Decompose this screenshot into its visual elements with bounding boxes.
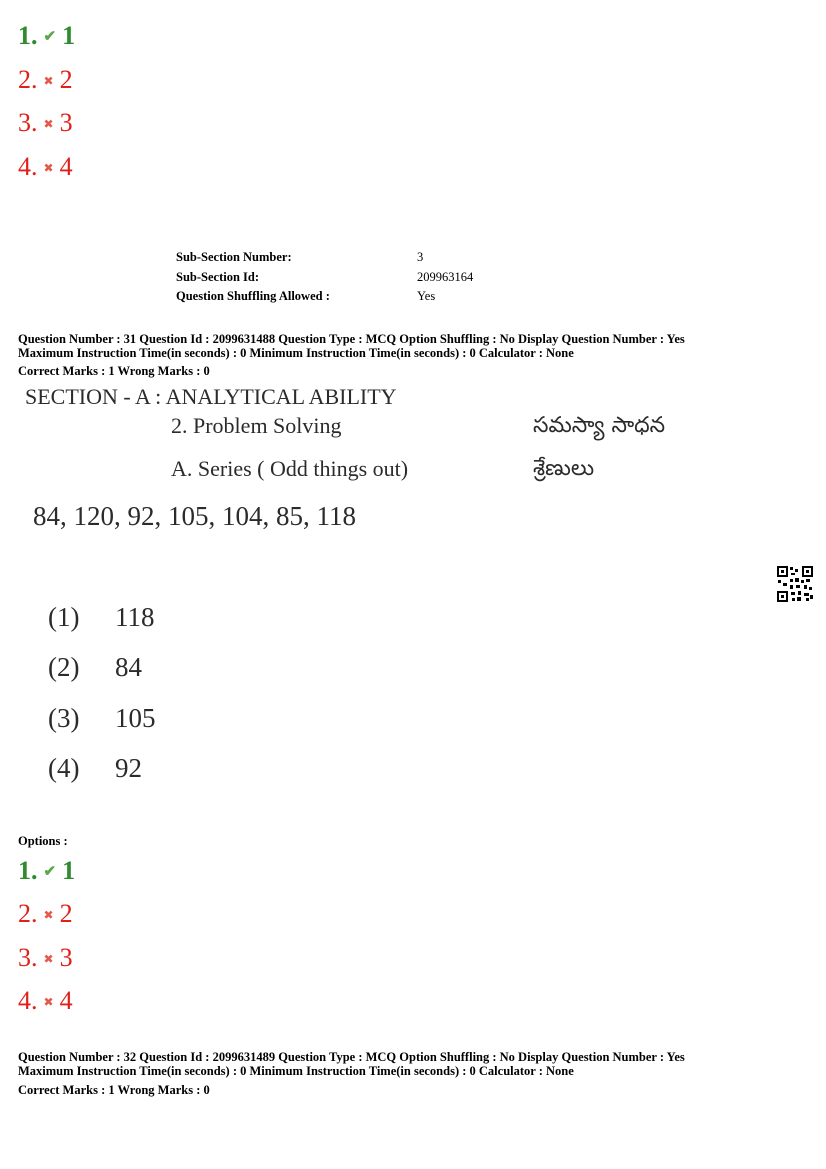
question-31-meta-line2: Maximum Instruction Time(in seconds) : 0 Minimum Instruction Time(in seconds) : 0 Calculator : None — [18, 346, 574, 360]
option-value: 4 — [59, 986, 73, 1015]
options-label: Options : — [18, 834, 68, 848]
series-telugu: శ్రేణులు — [533, 456, 595, 481]
sub-section-id-value: 209963164 — [417, 270, 474, 284]
choice-4-label: (4) — [48, 753, 80, 783]
choice-3-label: (3) — [48, 703, 80, 733]
option-number: 1. — [18, 21, 38, 50]
top-option-3 — [18, 108, 73, 139]
top-option-4 — [18, 152, 73, 183]
qr-code-icon — [776, 565, 814, 603]
option-number: 4. — [18, 152, 38, 181]
question-31-marks: Correct Marks : 1 Wrong Marks : 0 — [18, 364, 210, 378]
choice-1-value: 118 — [115, 602, 155, 632]
option-value: 1 — [62, 21, 76, 50]
question-31-meta-line1: Question Number : 31 Question Id : 2099631488 Question Type : MCQ Option Shuffling : No Display Question Number : Yes — [18, 332, 685, 346]
option-number: 2. — [18, 899, 38, 928]
option-value: 2 — [59, 65, 73, 94]
option-value: 1 — [62, 856, 76, 885]
option-number: 4. — [18, 986, 38, 1015]
choice-2-label: (2) — [48, 652, 80, 682]
question-32-marks: Correct Marks : 1 Wrong Marks : 0 — [18, 1083, 210, 1097]
top-option-2 — [18, 65, 73, 96]
sub-section-number-value: 3 — [417, 250, 424, 264]
question-shuffling-value: Yes — [417, 289, 436, 303]
cross-icon: ✖ — [43, 117, 54, 131]
choice-2-value: 84 — [115, 652, 142, 682]
cross-icon: ✖ — [43, 161, 54, 175]
sub-section-id-label: Sub-Section Id: — [176, 270, 260, 284]
choice-1-label: (1) — [48, 602, 80, 632]
section-title: SECTION - A : ANALYTICAL ABILITY — [25, 384, 397, 409]
check-icon: ✔ — [43, 29, 57, 45]
option-number: 3. — [18, 108, 38, 137]
sub-section-number-label: Sub-Section Number: — [176, 250, 292, 264]
question-shuffling-label: Question Shuffling Allowed : — [176, 289, 330, 303]
option-3 — [18, 943, 73, 974]
option-2 — [18, 899, 73, 930]
option-1 — [18, 856, 75, 887]
option-number: 3. — [18, 943, 38, 972]
subtopic-title: 2. Problem Solving — [171, 413, 342, 438]
cross-icon: ✖ — [43, 74, 54, 88]
choice-4-value: 92 — [115, 753, 142, 783]
option-value: 2 — [59, 899, 73, 928]
choice-3-value: 105 — [115, 703, 156, 733]
number-sequence: 84, 120, 92, 105, 104, 85, 118 — [33, 501, 356, 531]
option-number: 2. — [18, 65, 38, 94]
option-value: 3 — [59, 943, 73, 972]
series-title: A. Series ( Odd things out) — [171, 456, 409, 481]
cross-icon: ✖ — [43, 908, 54, 922]
top-option-1 — [18, 21, 75, 52]
option-value: 4 — [59, 152, 73, 181]
subtopic-telugu: సమస్యా సాధన — [533, 413, 666, 438]
option-4 — [18, 986, 73, 1017]
cross-icon: ✖ — [43, 995, 54, 1009]
question-32-meta-line2: Maximum Instruction Time(in seconds) : 0 Minimum Instruction Time(in seconds) : 0 Calculator : None — [18, 1064, 574, 1078]
cross-icon: ✖ — [43, 952, 54, 966]
question-32-meta-line1: Question Number : 32 Question Id : 2099631489 Question Type : MCQ Option Shuffling : No Display Question Number : Yes — [18, 1050, 685, 1064]
option-value: 3 — [59, 108, 73, 137]
option-number: 1. — [18, 856, 38, 885]
check-icon: ✔ — [43, 864, 57, 880]
